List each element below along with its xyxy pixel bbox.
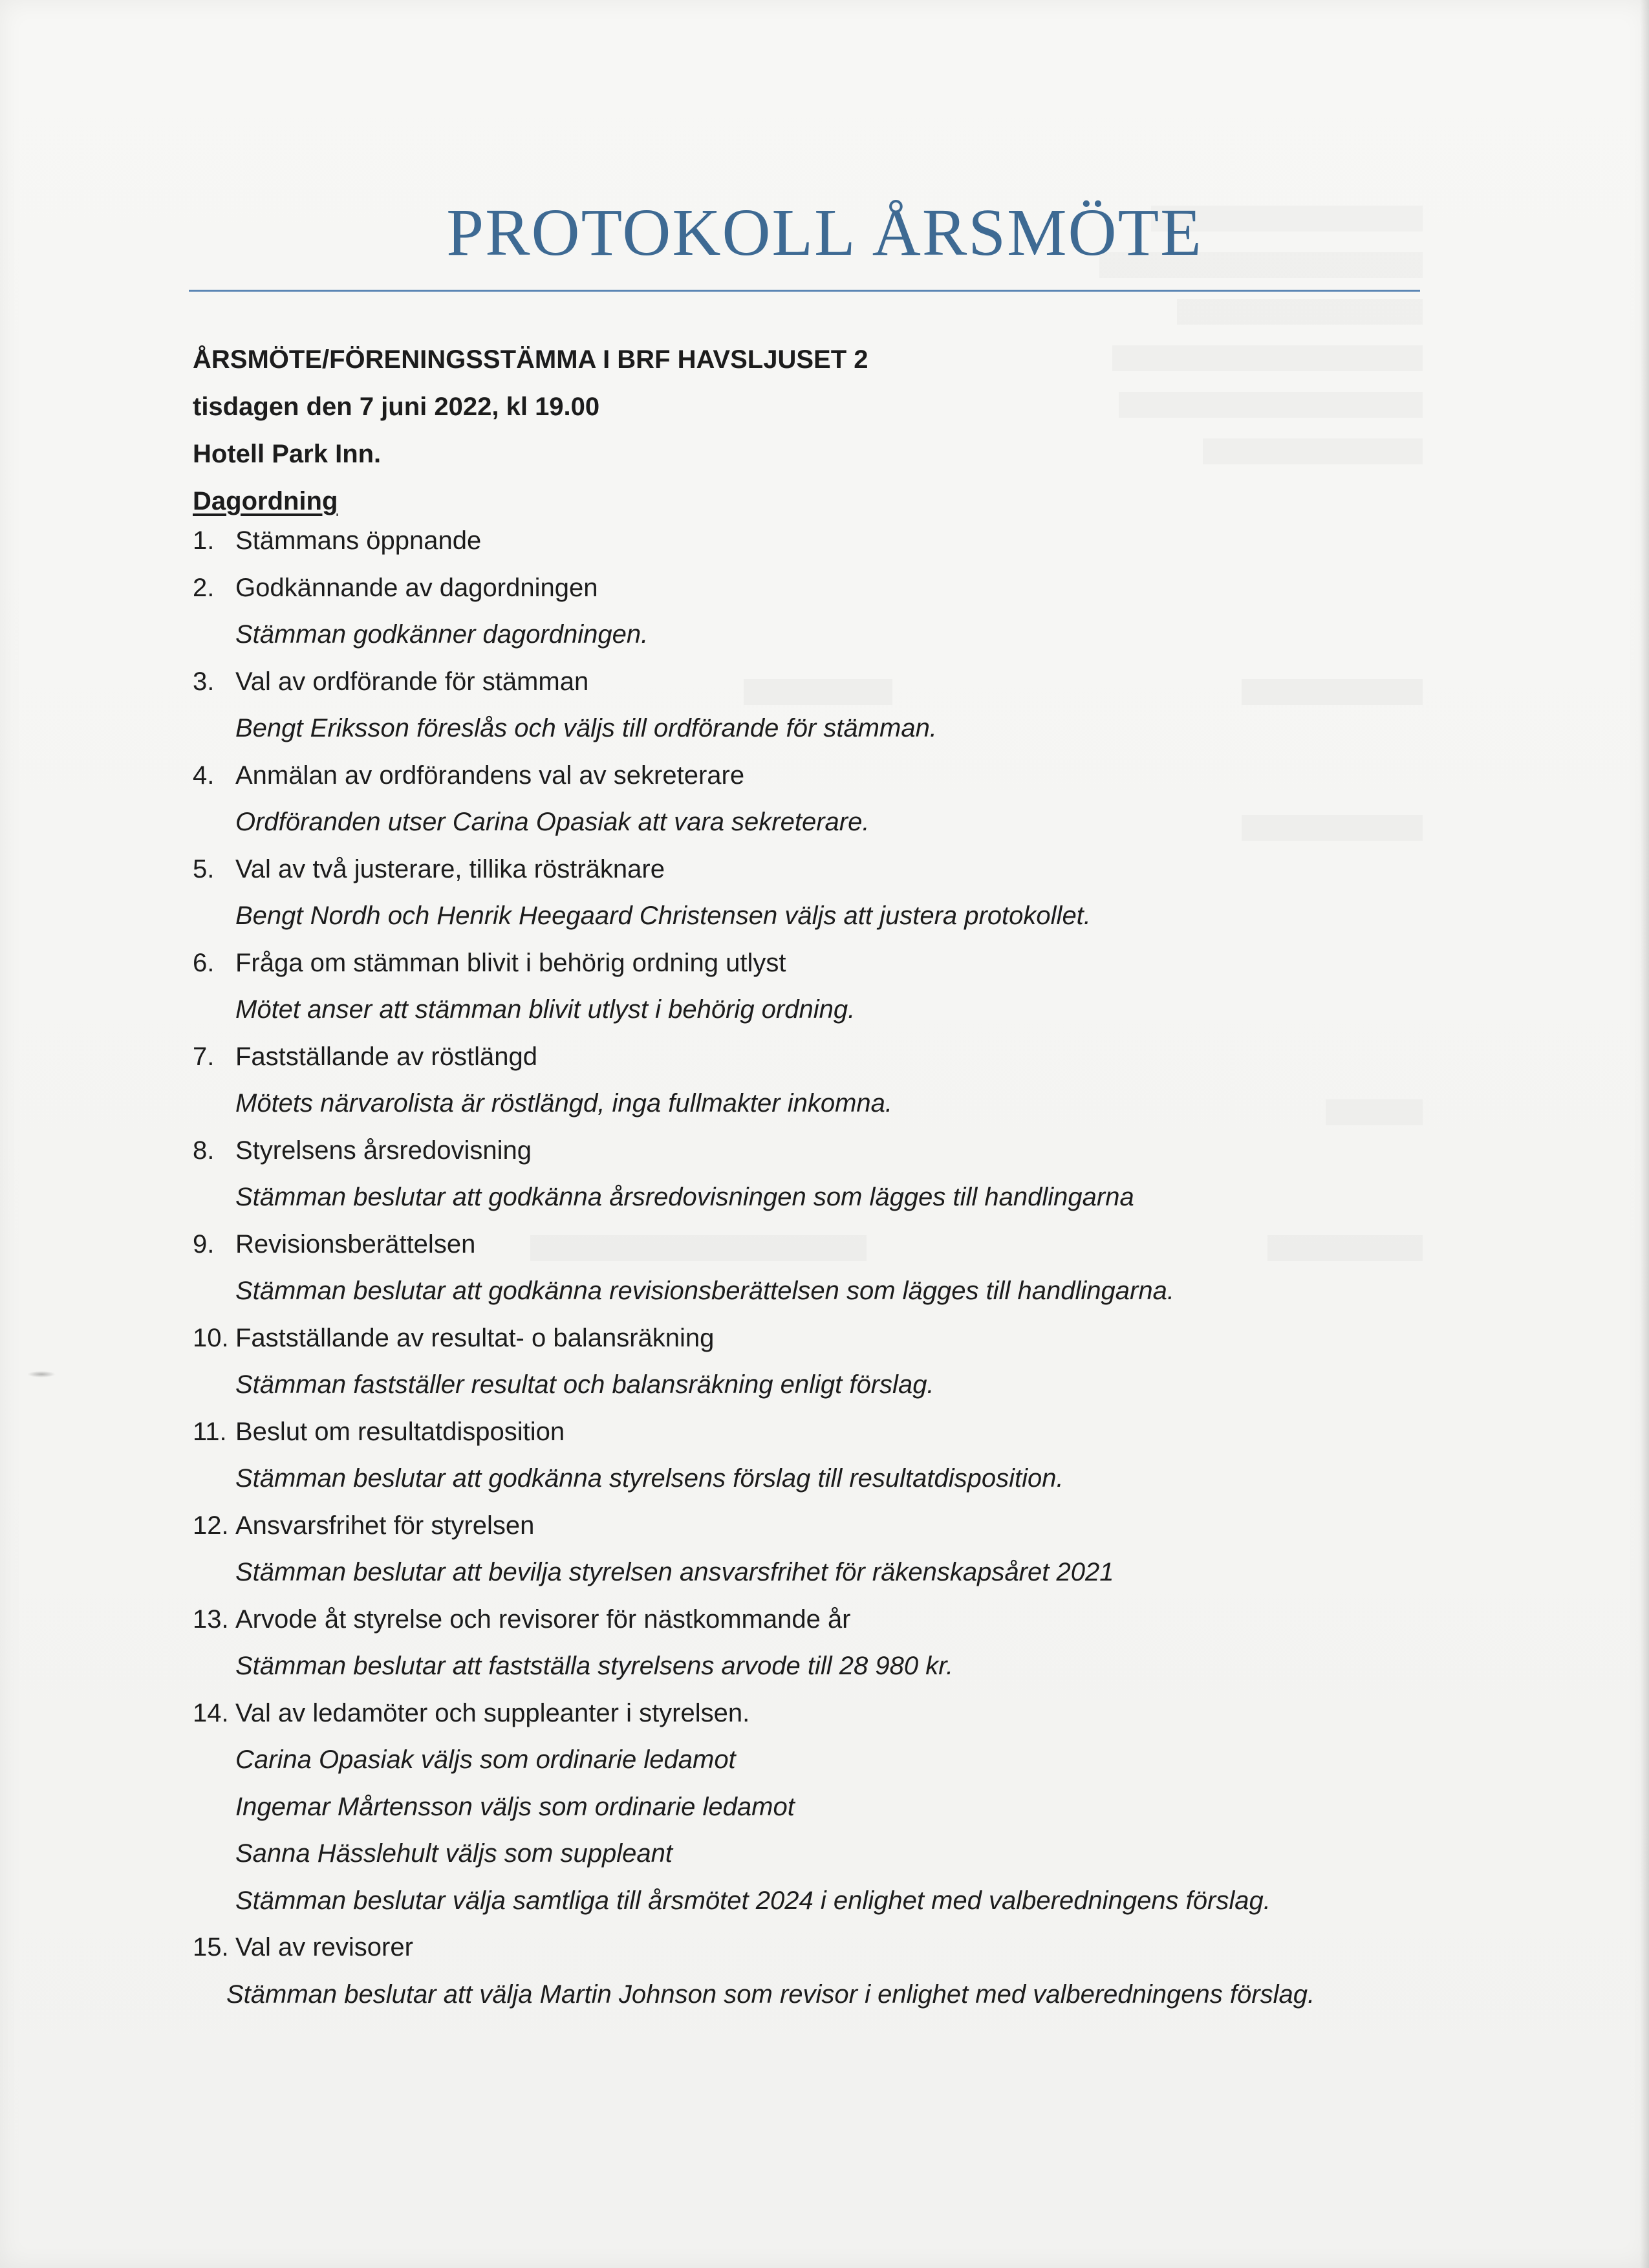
- title-underline-rule: [189, 290, 1420, 292]
- agenda-item-title: Val av ledamöter och suppleanter i styrelsen.: [235, 1698, 750, 1727]
- agenda-item-heading: [193, 1127, 1421, 1174]
- agenda-item-title: Fråga om stämman blivit i behörig ordning utlyst: [235, 948, 786, 977]
- agenda-item-heading: [193, 846, 1421, 893]
- agenda-item-decision: Mötet anser att stämman blivit utlyst i behörig ordning.: [235, 995, 856, 1024]
- agenda-item-title: Stämmans öppnande: [235, 526, 482, 555]
- agenda-item: [193, 517, 1421, 565]
- agenda-item-decision: Stämman fastställer resultat och balansräkning enligt förslag.: [235, 1370, 934, 1399]
- agenda-item-number: 6.: [193, 948, 215, 977]
- agenda-item: [193, 565, 1421, 658]
- agenda-item-heading: [193, 940, 1421, 987]
- agenda-item-number: 10.: [193, 1323, 229, 1352]
- agenda-item: [193, 1409, 1421, 1502]
- agenda-item: [193, 940, 1421, 1033]
- meeting-header: [193, 336, 868, 525]
- agenda-item: [193, 846, 1421, 940]
- document-title: PROTOKOLL ÅRSMÖTE: [446, 195, 1203, 270]
- agenda-item-title: Ansvarsfrihet för styrelsen: [235, 1511, 535, 1540]
- agenda-item-number: 1.: [193, 526, 215, 555]
- agenda-item-title: Arvode åt styrelse och revisorer för nästkommande år: [235, 1604, 851, 1634]
- agenda-item: [193, 1502, 1421, 1596]
- agenda-item-decision: Ingemar Mårtensson väljs som ordinarie ledamot: [235, 1792, 795, 1821]
- agenda-item-number: 2.: [193, 573, 215, 602]
- agenda-item-title: Fastställande av resultat- o balansräkning: [235, 1323, 715, 1352]
- agenda-item-heading: [193, 1924, 1421, 1971]
- agenda-item-decision: Ordföranden utser Carina Opasiak att vara sekreterare.: [235, 808, 870, 836]
- paper-speck: [27, 1371, 56, 1377]
- meeting-location: Hotell Park Inn.: [193, 440, 382, 468]
- agenda-item-decision: Bengt Nordh och Henrik Heegaard Christensen väljs att justera protokollet.: [235, 902, 1091, 930]
- agenda-item: [193, 1033, 1421, 1127]
- agenda-item-decision: Stämman godkänner dagordningen.: [235, 620, 649, 649]
- scan-edge-shadow: [1640, 0, 1649, 2268]
- agenda-item-heading: [193, 752, 1421, 799]
- agenda-item-title: Beslut om resultatdisposition: [235, 1417, 565, 1446]
- agenda-item: [193, 658, 1421, 752]
- meeting-date: tisdagen den 7 juni 2022, kl 19.00: [193, 393, 600, 421]
- agenda-item-decision: Sanna Hässlehult väljs som suppleant: [235, 1839, 673, 1868]
- agenda-item-number: 12.: [193, 1511, 229, 1540]
- agenda-item-title: Styrelsens årsredovisning: [235, 1136, 532, 1165]
- meeting-name: ÅRSMÖTE/FÖRENINGSSTÄMMA I BRF HAVSLJUSET 2: [193, 345, 868, 374]
- agenda-item-heading: [193, 1315, 1421, 1362]
- agenda-item-number: 13.: [193, 1604, 229, 1634]
- agenda-item-number: 9.: [193, 1229, 215, 1258]
- agenda-item-title: Fastställande av röstlängd: [235, 1042, 537, 1071]
- agenda-item-number: 8.: [193, 1136, 215, 1165]
- agenda-item-title: Val av revisorer: [235, 1933, 413, 1961]
- agenda-item-heading: [193, 1409, 1421, 1456]
- agenda-item-heading: [193, 1690, 1421, 1737]
- agenda-item-title: Godkännande av dagordningen: [235, 573, 598, 602]
- agenda-item: [193, 1127, 1421, 1221]
- agenda-item: [193, 752, 1421, 846]
- agenda-item: [193, 1690, 1421, 1925]
- agenda-item-number: 7.: [193, 1042, 215, 1071]
- agenda-item-number: 5.: [193, 854, 215, 883]
- agenda-item-number: 3.: [193, 667, 215, 696]
- agenda-item-decision: Stämman beslutar att fastställa styrelsens arvode till 28 980 kr.: [235, 1652, 954, 1680]
- agenda-item: [193, 1315, 1421, 1409]
- agenda-item-number: 4.: [193, 761, 215, 790]
- agenda-heading: Dagordning: [193, 487, 338, 515]
- agenda-item-number: 14.: [193, 1698, 229, 1727]
- agenda-list: [193, 517, 1421, 2018]
- agenda-item-number: 15.: [193, 1933, 229, 1961]
- agenda-item-heading: [193, 1502, 1421, 1550]
- agenda-item-decision: Stämman beslutar att godkänna årsredovisningen som lägges till handlingarna: [235, 1183, 1134, 1211]
- agenda-item-heading: [193, 1033, 1421, 1081]
- agenda-item-title: Anmälan av ordförandens val av sekreterare: [235, 761, 745, 790]
- agenda-item-number: 11.: [193, 1417, 227, 1446]
- agenda-item-decision: Bengt Eriksson föreslås och väljs till ordförande för stämman.: [235, 714, 937, 742]
- agenda-item-decision: Stämman beslutar att godkänna styrelsens förslag till resultatdisposition.: [235, 1464, 1064, 1493]
- agenda-item-decision: Stämman beslutar välja samtliga till årsmötet 2024 i enlighet med valberedningens förslag.: [235, 1886, 1271, 1915]
- agenda-item-heading: [193, 1596, 1421, 1643]
- agenda-item-heading: [193, 565, 1421, 612]
- agenda-item: [193, 1221, 1421, 1315]
- agenda-item-decision: Stämman beslutar att godkänna revisionsberättelsen som lägges till handlingarna.: [235, 1277, 1174, 1305]
- agenda-item-heading: [193, 517, 1421, 565]
- agenda-item-decision: Stämman beslutar att välja Martin Johnson som revisor i enlighet med valberedningens förslag.: [226, 1980, 1315, 2009]
- agenda-item-heading: [193, 1221, 1421, 1268]
- agenda-item-title: Revisionsberättelsen: [235, 1229, 476, 1258]
- agenda-item: [193, 1924, 1421, 2018]
- agenda-item-decision: Mötets närvarolista är röstlängd, inga fullmakter inkomna.: [235, 1089, 893, 1118]
- agenda-item: [193, 1596, 1421, 1690]
- agenda-item-heading: [193, 658, 1421, 706]
- agenda-item-decision: Carina Opasiak väljs som ordinarie ledamot: [235, 1745, 736, 1774]
- agenda-item-decision: Stämman beslutar att bevilja styrelsen ansvarsfrihet för räkenskapsåret 2021: [235, 1558, 1114, 1586]
- agenda-item-title: Val av två justerare, tillika rösträknare: [235, 854, 665, 883]
- agenda-item-title: Val av ordförande för stämman: [235, 667, 589, 696]
